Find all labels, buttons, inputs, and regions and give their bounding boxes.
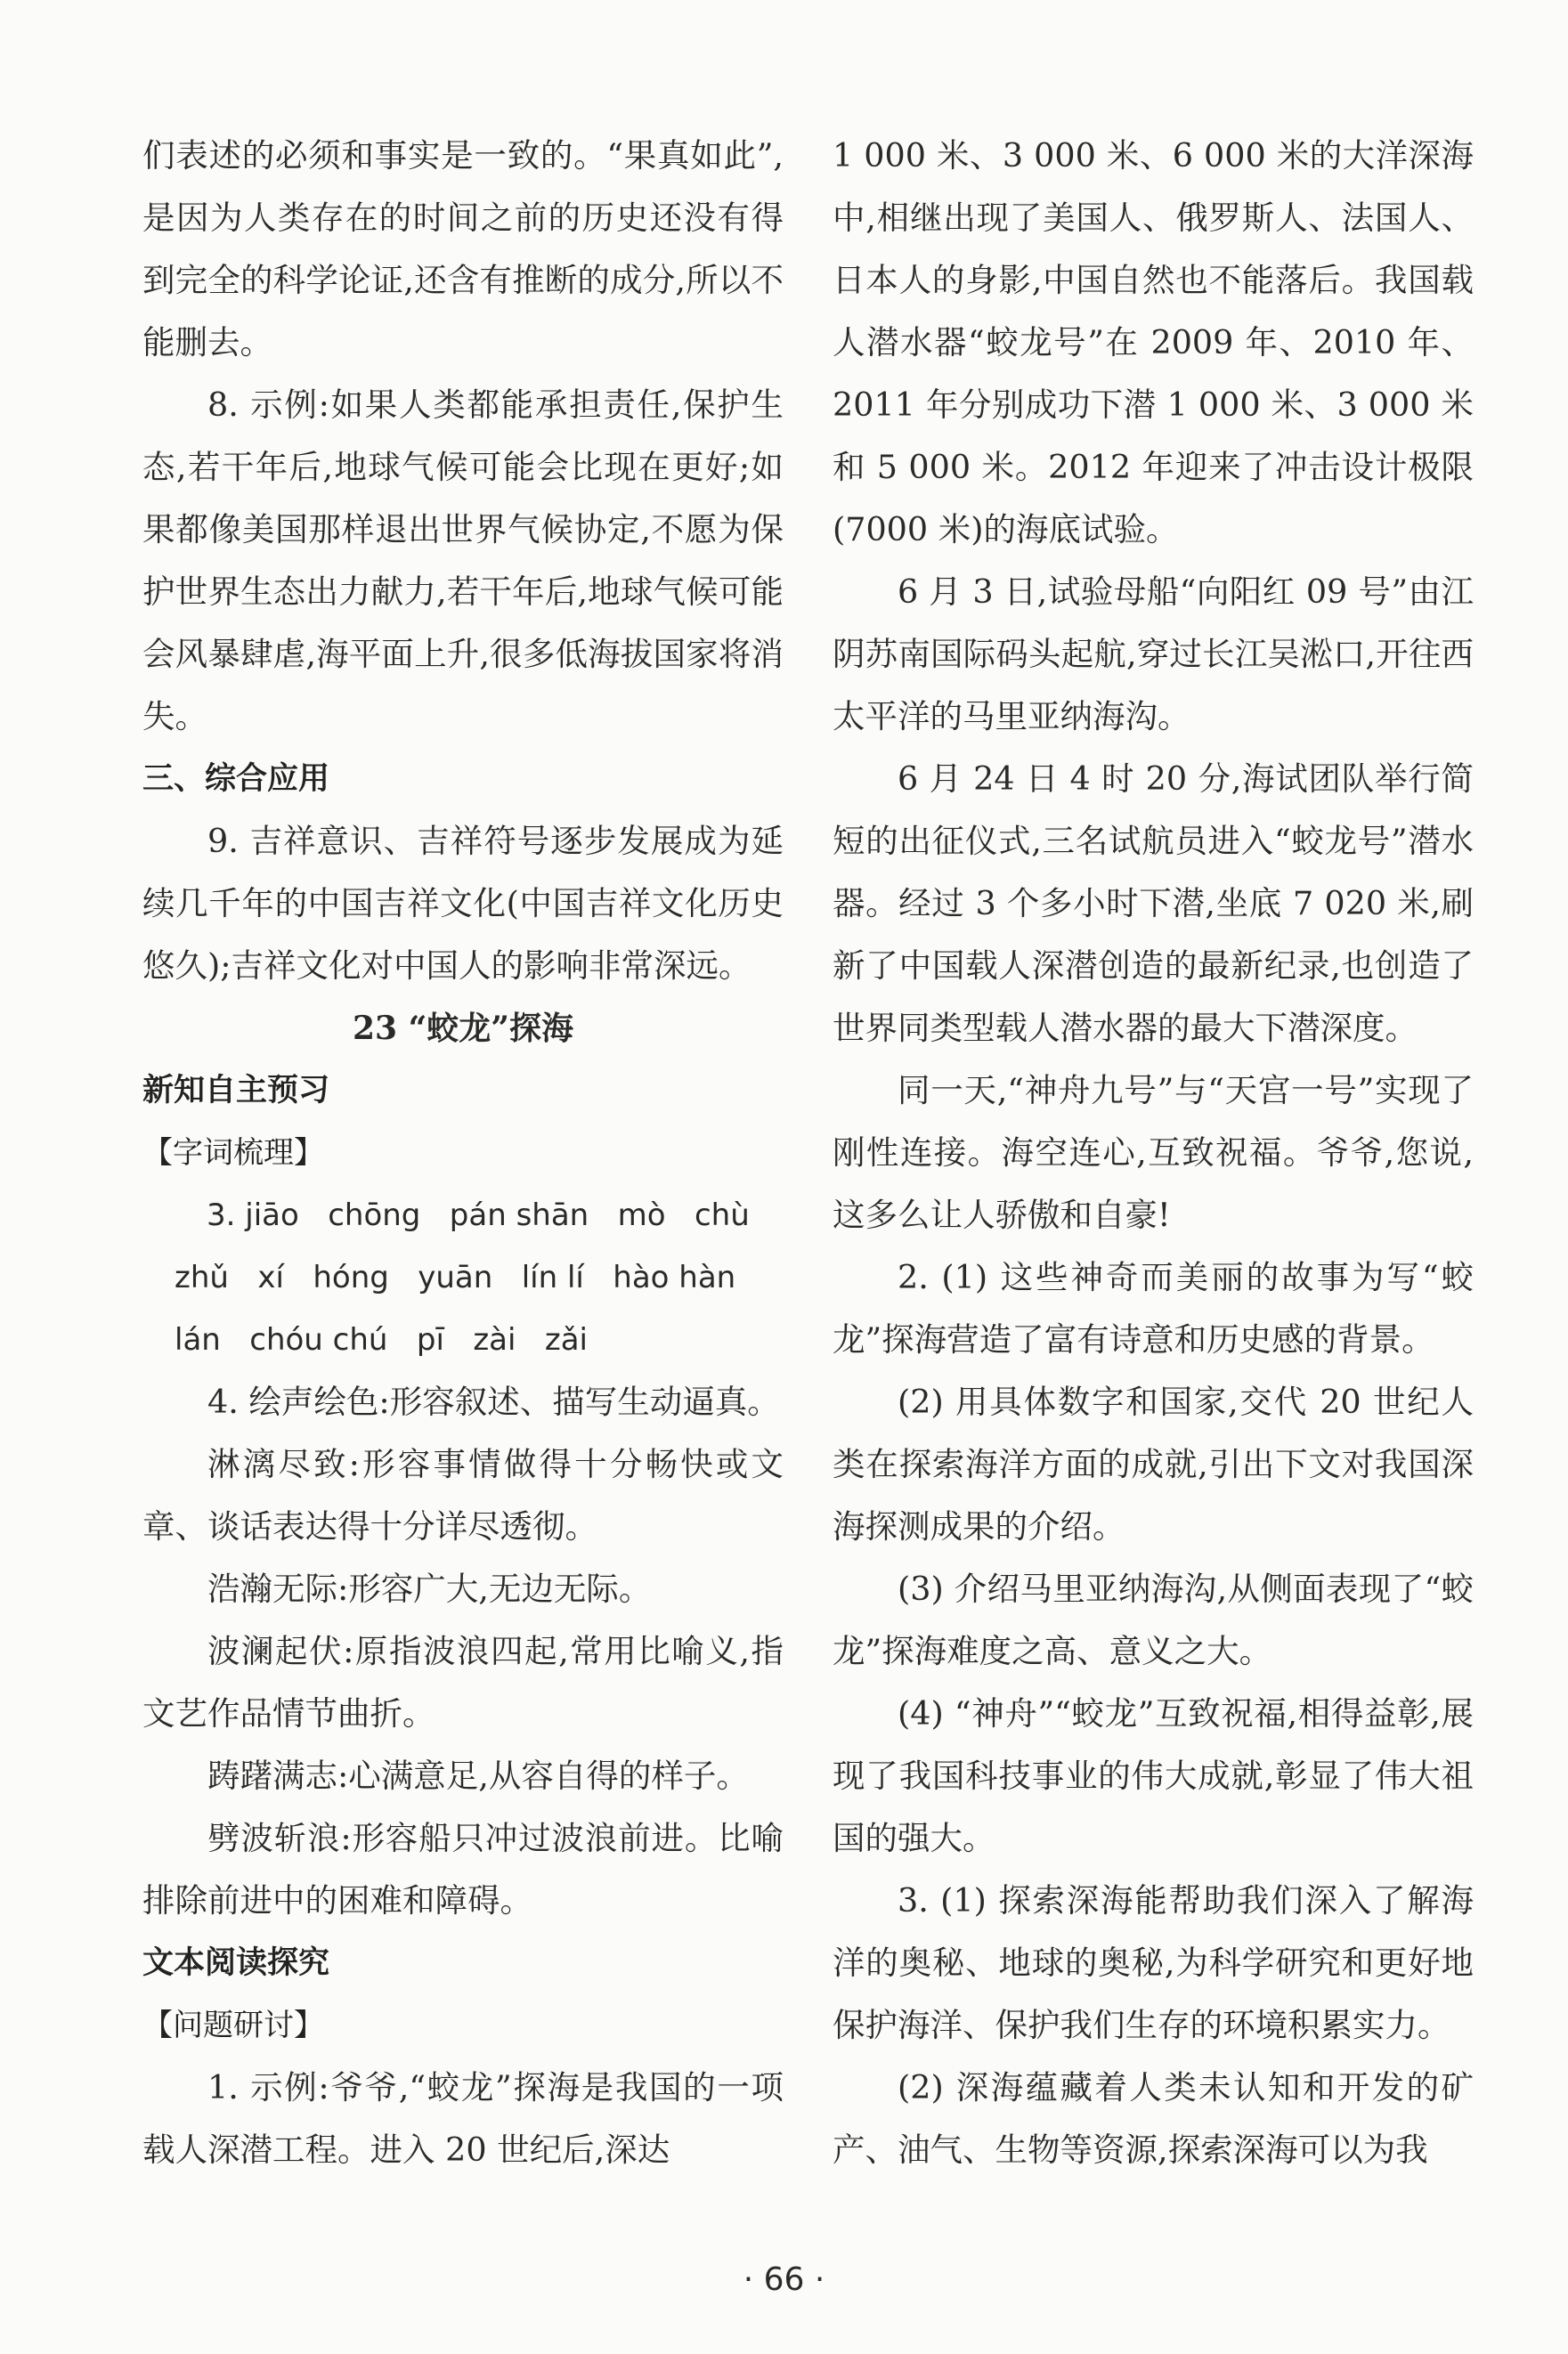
right-para-1: 1 000 米、3 000 米、6 000 米的大洋深海中,相继出现了美国人、俄罗斯人、法国人、日本人的身影,中国自然也不能落后。我国载人潜水器“蛟龙号”在 2009 年、2010 年、2011 年分别成功下潜 1 000 米、3 000 米和 5 000 米。2012 年迎来了冲击设计极限(7000 米)的海底试验。 <box>833 136 1474 548</box>
pinyin-line-2: zhǔ xí hóng yuān lín lí hào hàn <box>175 1260 736 1295</box>
answer-9: 9. 吉祥意识、吉祥符号逐步发展成为延续几千年的中国吉祥文化(中国吉祥文化历史悠久);吉祥文化对中国人的影响非常深远。 <box>142 822 784 985</box>
vocab-heading: 【字词梳理】 <box>142 1135 324 1171</box>
right-para-2: 6 月 3 日,试验母船“向阳红 09 号”由江阴苏南国际码头起航,穿过长江吴淞口,开往西太平洋的马里亚纳海沟。 <box>833 572 1474 735</box>
pinyin-line-3: lán chóu chú pī zài zǎi <box>175 1322 588 1358</box>
answer-3-1: 3. (1) 探索深海能帮助我们深入了解海洋的奥秘、地球的奥秘,为科学研究和更好地保护海洋、保护我们生存的环境积累实力。 <box>833 1881 1474 2044</box>
section-heading-comprehensive: 三、综合应用 <box>142 761 330 797</box>
vocab-item-4: 波澜起伏:原指波浪四起,常用比喻义,指文艺作品情节曲折。 <box>142 1632 784 1733</box>
right-column <box>833 125 1474 2181</box>
vocab-item-6: 劈波斩浪:形容船只冲过波浪前进。比喻排除前进中的困难和障碍。 <box>142 1819 784 1920</box>
right-para-4: 同一天,“神舟九号”与“天宫一号”实现了刚性连接。海空连心,互致祝福。爷爷,您说,这多么让人骄傲和自豪! <box>833 1071 1474 1234</box>
lesson-title: 23 “蛟龙”探海 <box>352 1010 574 1047</box>
left-column <box>142 125 784 2181</box>
vocab-item-2: 淋漓尽致:形容事情做得十分畅快或文章、谈话表达得十分详尽透彻。 <box>142 1445 784 1546</box>
vocab-item-5: 踌躇满志:心满意足,从容自得的样子。 <box>207 1757 749 1795</box>
answer-1: 1. 示例:爷爷,“蛟龙”探海是我国的一项载人深潜工程。进入 20 世纪后,深达 <box>142 2068 784 2169</box>
vocab-item-3: 浩瀚无际:形容广大,无边无际。 <box>207 1570 652 1608</box>
answer-8: 8. 示例:如果人类都能承担责任,保护生态,若干年后,地球气候可能会比现在更好;如果都像美国那样退出世界气候协定,不愿为保护世界生态出力献力,若干年后,地球气候可能会风暴肆虐,海平面上升,很多低海拔国家将消失。 <box>142 386 784 735</box>
right-para-3: 6 月 24 日 4 时 20 分,海试团队举行简短的出征仪式,三名试航员进入“蛟龙号”潜水器。经过 3 个多小时下潜,坐底 7 020 米,刷新了中国载人深潜创造的最新纪录,也创造了世界同类型载人潜水器的最大下潜深度。 <box>833 759 1474 1047</box>
page-number: · 66 · <box>743 2261 825 2298</box>
answer-2-3: (3) 介绍马里亚纳海沟,从侧面表现了“蛟龙”探海难度之高、意义之大。 <box>833 1570 1474 1670</box>
pinyin-line-1: 3. jiāo chōng pán shān mò chù <box>207 1197 750 1233</box>
preview-heading: 新知自主预习 <box>142 1073 330 1108</box>
discussion-heading: 【问题研讨】 <box>142 2008 324 2043</box>
reading-heading: 文本阅读探究 <box>142 1945 330 1981</box>
answer-2-2: (2) 用具体数字和国家,交代 20 世纪人类在探索海洋方面的成就,引出下文对我国深海探测成果的介绍。 <box>833 1383 1474 1546</box>
answer-2-1: 2. (1) 这些神奇而美丽的故事为写“蛟龙”探海营造了富有诗意和历史感的背景。 <box>833 1258 1474 1359</box>
vocab-item-1: 4. 绘声绘色:形容叙述、描写生动逼真。 <box>207 1383 780 1421</box>
answer-2-4: (4) “神舟”“蛟龙”互致祝福,相得益彰,展现了我国科技事业的伟大成就,彰显了伟大祖国的强大。 <box>833 1694 1474 1857</box>
left-para-1: 们表述的必须和事实是一致的。“果真如此”,是因为人类存在的时间之前的历史还没有得到完全的科学论证,还含有推断的成分,所以不能删去。 <box>142 136 784 361</box>
answer-3-2: (2) 深海蕴藏着人类未认知和开发的矿产、油气、生物等资源,探索深海可以为我 <box>833 2068 1474 2169</box>
